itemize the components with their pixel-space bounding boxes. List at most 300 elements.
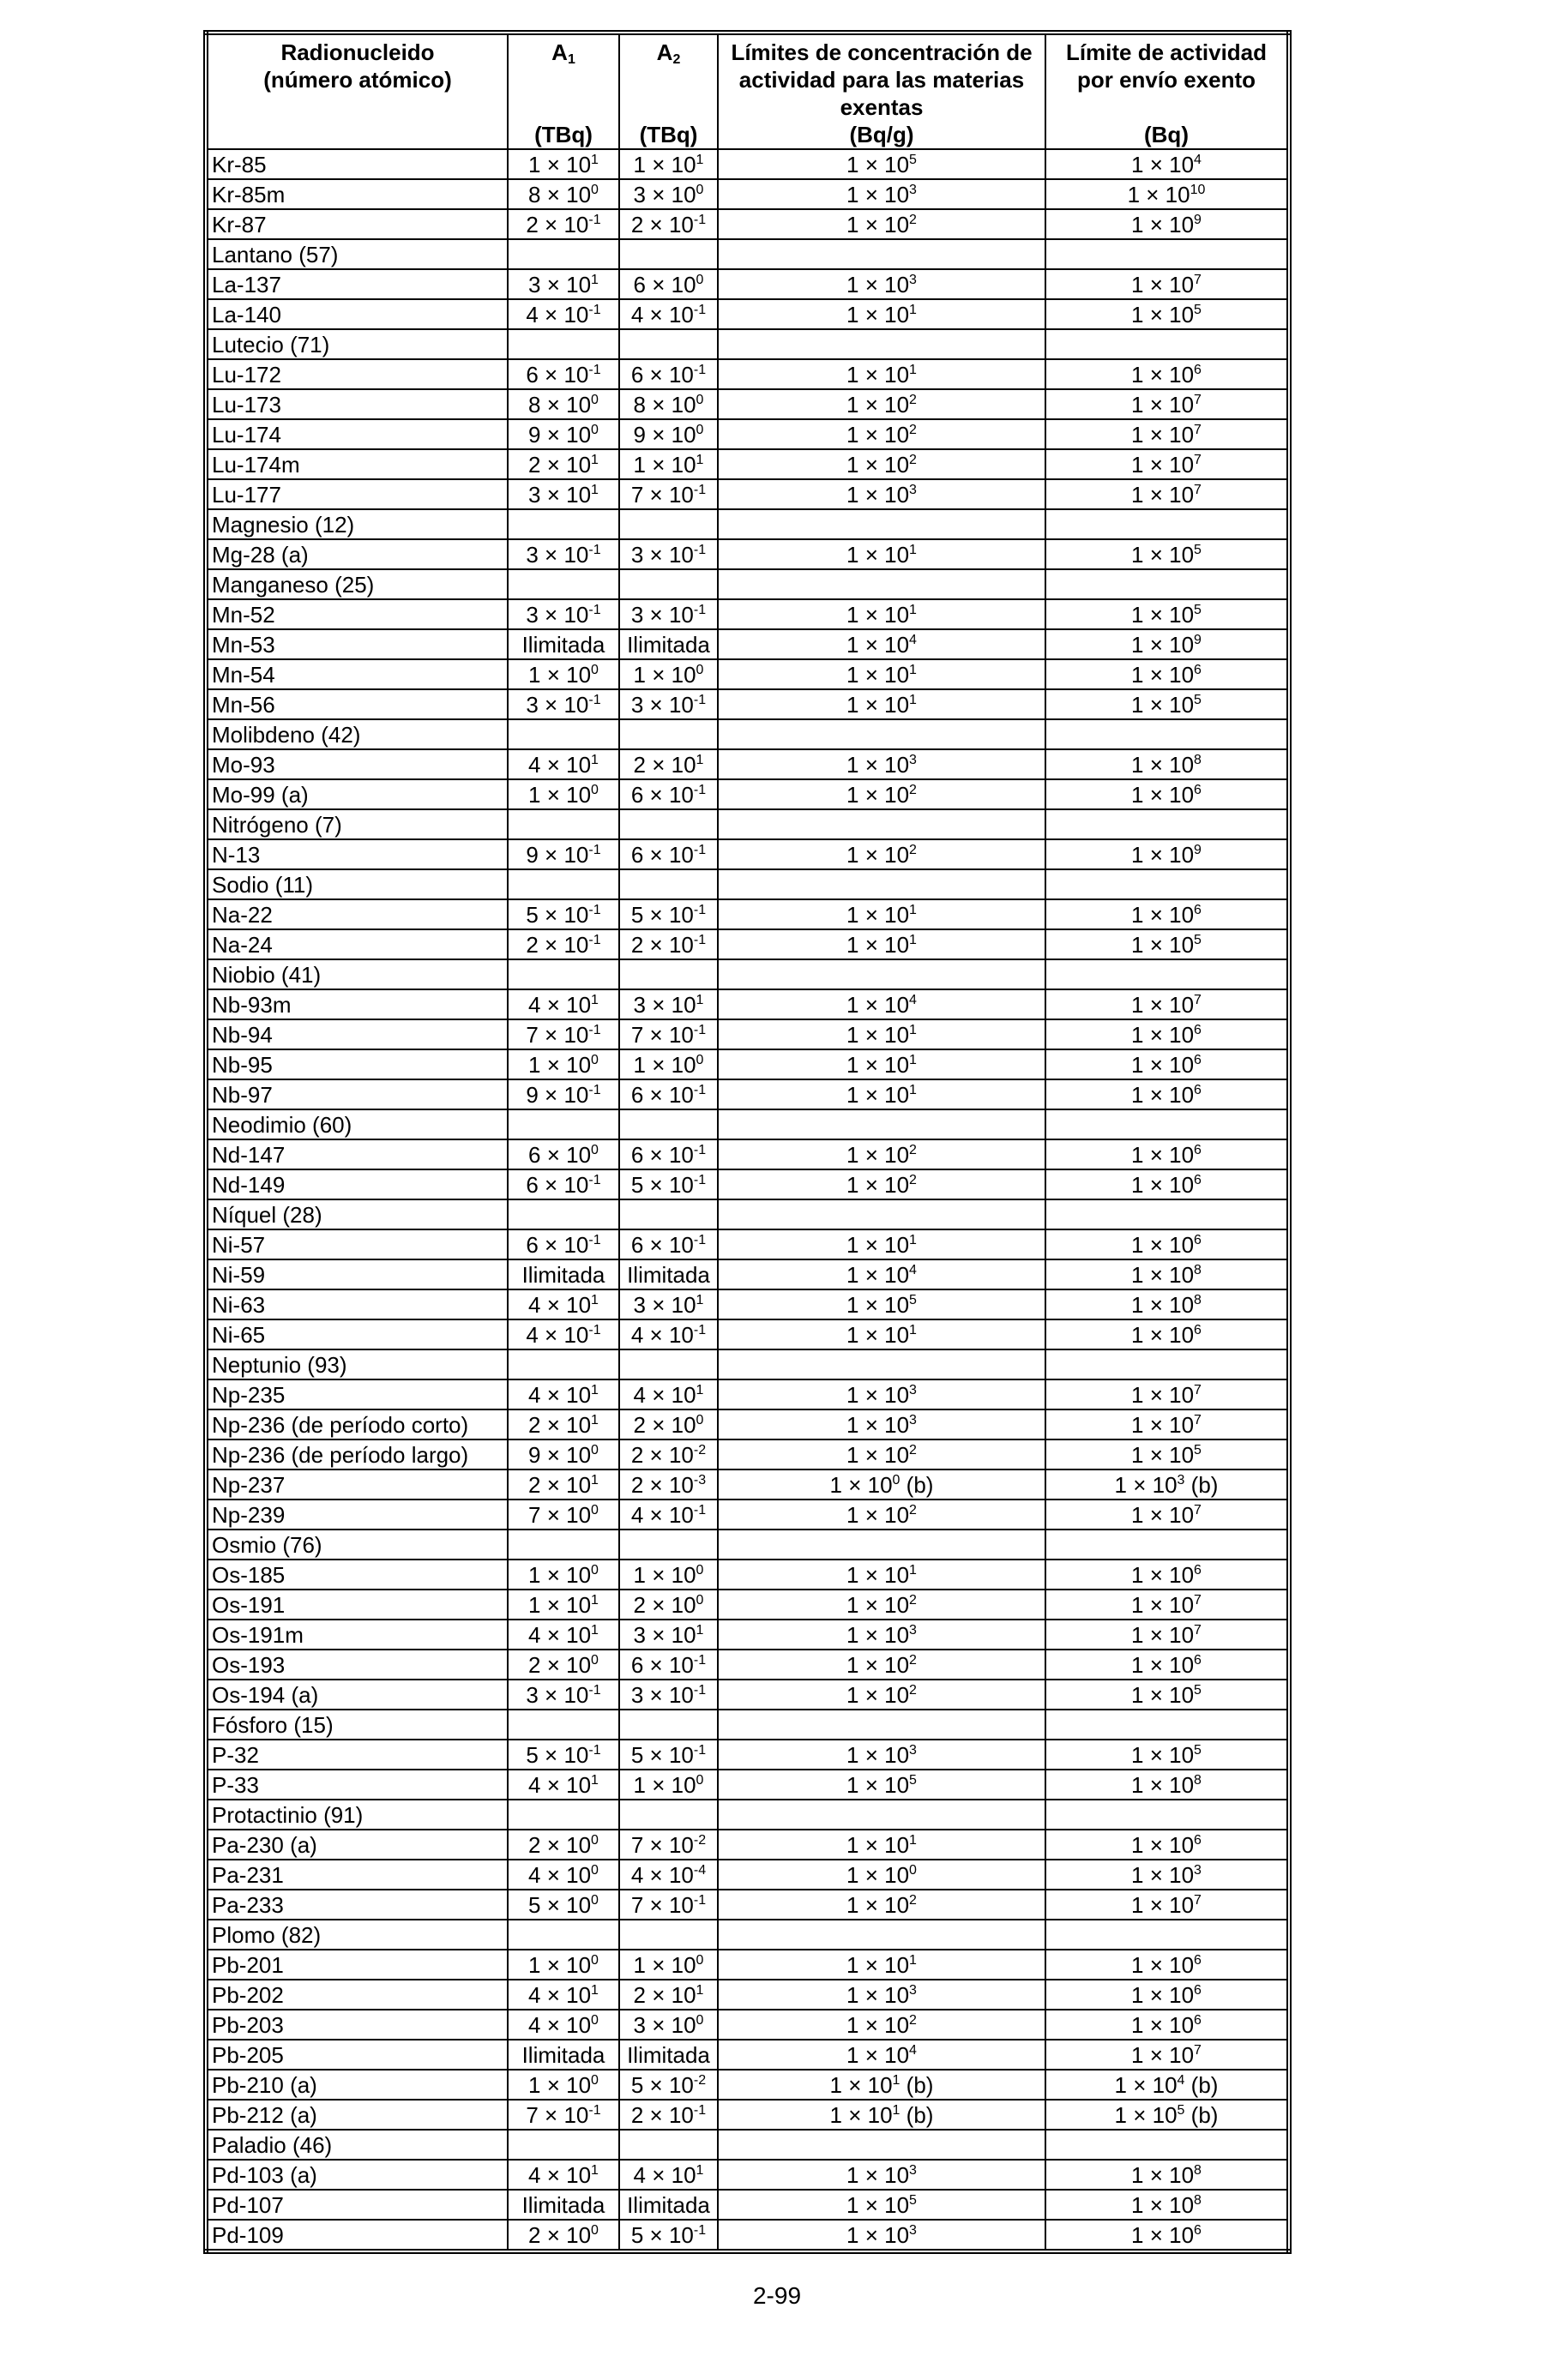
table-row	[206, 269, 1289, 299]
cell-a1	[508, 689, 619, 719]
cell-nuclide	[206, 1650, 508, 1680]
cell-text: Mo-99 (a)	[212, 781, 309, 808]
cell-text: Nd-149	[212, 1171, 286, 1198]
cell-base: 1 × 10	[1114, 2071, 1178, 2098]
cell-exponent: -1	[588, 692, 601, 707]
cell-text: Pb-210 (a)	[212, 2071, 317, 2098]
cell-base: 1 × 10	[1131, 1651, 1195, 1678]
cell-exponent: 6	[1194, 2012, 1202, 2028]
cell-base: 2 × 10	[526, 931, 589, 958]
cell-base: 1 × 10	[1131, 1141, 1195, 1168]
table-row	[206, 1680, 1289, 1710]
table-row	[206, 1169, 1289, 1199]
cell-exponent: -1	[693, 482, 707, 497]
cell-a2	[619, 1289, 718, 1319]
table-row	[206, 1740, 1289, 1770]
cell-a1	[508, 899, 619, 929]
cell-exponent: 1	[591, 992, 599, 1007]
cell-exponent: 1	[909, 662, 917, 677]
cell-a2	[619, 1199, 718, 1229]
cell-text: Manganeso (25)	[212, 571, 375, 598]
cell-a2	[619, 1169, 718, 1199]
cell-text: Lutecio (71)	[212, 331, 330, 358]
cell-text: Ni-57	[212, 1231, 266, 1258]
cell-exponent: -1	[588, 362, 601, 377]
cell-exponent: -1	[588, 2102, 601, 2118]
cell-text: Kr-85	[212, 151, 267, 177]
cell-concentration	[718, 1860, 1045, 1890]
cell-activity	[1045, 209, 1289, 239]
cell-a2	[619, 1740, 718, 1770]
cell-a1	[508, 419, 619, 449]
cell-base: 1 × 10	[829, 2071, 893, 2098]
cell-concentration	[718, 1980, 1045, 2010]
table-row	[206, 1199, 1289, 1229]
cell-activity	[1045, 1169, 1289, 1199]
cell-activity	[1045, 1229, 1289, 1259]
cell-exponent: -1	[693, 2222, 707, 2238]
cell-base: 2 × 10	[633, 751, 696, 778]
table-row	[206, 149, 1289, 179]
cell-exponent: 0	[591, 662, 599, 677]
cell-text: Pb-203	[212, 2011, 284, 2038]
cell-text: Molibdeno (42)	[212, 721, 361, 748]
cell-nuclide	[206, 1920, 508, 1950]
cell-exponent: 9	[1194, 842, 1202, 857]
cell-base: 4 × 10	[528, 1381, 592, 1408]
cell-base: 2 × 10	[630, 1441, 694, 1468]
cell-base: 1 × 10	[846, 451, 910, 478]
cell-exponent: 2	[909, 842, 917, 857]
cell-exponent: 0	[696, 1562, 704, 1578]
cell-exponent: 3	[1177, 1472, 1185, 1488]
cell-a2	[619, 1560, 718, 1590]
cell-a1	[508, 1109, 619, 1139]
cell-nuclide	[206, 929, 508, 959]
cell-exponent: 1	[696, 1292, 704, 1307]
cell-exponent: 7	[1194, 1502, 1202, 1518]
cell-base: 1 × 10	[846, 1891, 910, 1918]
cell-exponent: 1	[696, 1982, 704, 1998]
cell-exponent: 7	[1194, 2042, 1202, 2058]
cell-nuclide	[206, 779, 508, 809]
cell-exponent: 3	[1194, 1862, 1202, 1878]
cell-base: 1 × 10	[846, 1771, 910, 1798]
table-row	[206, 239, 1289, 269]
cell-note: (b)	[1184, 1471, 1219, 1498]
cell-a2	[619, 959, 718, 989]
cell-base: 5 × 10	[630, 901, 694, 928]
cell-activity	[1045, 1289, 1289, 1319]
cell-activity	[1045, 2190, 1289, 2220]
cell-a1	[508, 1830, 619, 1860]
table-row	[206, 1379, 1289, 1409]
cell-exponent: 0	[591, 1052, 599, 1067]
cell-exponent: -1	[588, 542, 601, 557]
cell-nuclide	[206, 1980, 508, 2010]
cell-base: 1 × 10	[846, 1381, 910, 1408]
header-concentration-text: Límites de concentración de actividad para las materias exentas	[731, 39, 1033, 120]
cell-exponent: 0	[909, 1862, 917, 1878]
cell-a2	[619, 1109, 718, 1139]
cell-base: 9 × 10	[633, 421, 696, 448]
cell-base: 3 × 10	[528, 481, 592, 508]
cell-text: Kr-87	[212, 211, 267, 237]
cell-concentration	[718, 239, 1045, 269]
cell-text: Ilimitada	[521, 631, 605, 658]
cell-exponent: 1	[909, 1562, 917, 1578]
table-row	[206, 1349, 1289, 1379]
cell-base: 1 × 10	[846, 781, 910, 808]
cell-activity	[1045, 1199, 1289, 1229]
cell-base: 3 × 10	[526, 601, 589, 628]
table-header-row	[206, 33, 1289, 149]
cell-a1	[508, 509, 619, 539]
table-row	[206, 539, 1289, 569]
cell-exponent: 2	[909, 1892, 917, 1908]
cell-text: Pb-201	[212, 1951, 284, 1978]
cell-activity	[1045, 2130, 1289, 2160]
cell-base: 1 × 10	[528, 1951, 592, 1978]
cell-a2	[619, 359, 718, 389]
cell-text: Fósforo (15)	[212, 1711, 334, 1738]
cell-text: Ilimitada	[521, 2191, 605, 2218]
cell-activity	[1045, 239, 1289, 269]
cell-base: 1 × 10	[1131, 301, 1195, 328]
cell-exponent: 6	[1194, 2222, 1202, 2238]
cell-base: 1 × 10	[846, 541, 910, 568]
cell-base: 4 × 10	[630, 1861, 694, 1888]
cell-exponent: 1	[591, 152, 599, 167]
table-row	[206, 599, 1289, 629]
cell-base: 1 × 10	[846, 1621, 910, 1648]
cell-a1	[508, 1199, 619, 1229]
cell-a1	[508, 1259, 619, 1289]
cell-concentration	[718, 1770, 1045, 1800]
cell-base: 1 × 10	[846, 2191, 910, 2218]
cell-a2	[619, 659, 718, 689]
cell-exponent: 1	[591, 2162, 599, 2178]
table-row	[206, 2190, 1289, 2220]
cell-exponent: 0	[591, 182, 599, 197]
cell-nuclide	[206, 449, 508, 479]
table-row	[206, 1890, 1289, 1920]
cell-text: Ilimitada	[627, 2191, 710, 2218]
cell-activity	[1045, 929, 1289, 959]
cell-exponent: -1	[588, 1232, 601, 1247]
cell-a1	[508, 1860, 619, 1890]
cell-exponent: -1	[588, 602, 601, 617]
cell-a1	[508, 539, 619, 569]
cell-base: 1 × 10	[528, 661, 592, 688]
cell-exponent: 6	[1194, 1022, 1202, 1037]
table-row	[206, 1139, 1289, 1169]
header-a1-unit: (TBq)	[534, 122, 593, 147]
cell-exponent: -1	[693, 1172, 707, 1187]
cell-text: La-137	[212, 271, 281, 298]
cell-base: 1 × 10	[1131, 661, 1195, 688]
cell-exponent: 5	[1194, 932, 1202, 947]
cell-base: 1 × 10	[829, 2101, 893, 2128]
cell-activity	[1045, 1680, 1289, 1710]
cell-exponent: 6	[1194, 782, 1202, 797]
header-concentration-unit: (Bq/g)	[849, 122, 914, 147]
cell-a1	[508, 1620, 619, 1650]
cell-concentration	[718, 1109, 1045, 1139]
cell-a2	[619, 1349, 718, 1379]
cell-base: 4 × 10	[528, 1861, 592, 1888]
cell-a1	[508, 659, 619, 689]
cell-base: 1 × 10	[846, 1441, 910, 1468]
cell-activity	[1045, 749, 1289, 779]
cell-exponent: 1	[591, 1292, 599, 1307]
cell-nuclide	[206, 1229, 508, 1259]
cell-a2	[619, 389, 718, 419]
cell-a2	[619, 1379, 718, 1409]
cell-concentration	[718, 1920, 1045, 1950]
cell-exponent: -1	[588, 1322, 601, 1337]
cell-activity	[1045, 2040, 1289, 2070]
cell-activity	[1045, 1379, 1289, 1409]
cell-base: 7 × 10	[630, 481, 694, 508]
cell-base: 1 × 10	[846, 1321, 910, 1348]
cell-a2	[619, 1920, 718, 1950]
cell-base: 4 × 10	[633, 2161, 696, 2188]
cell-exponent: 1	[909, 542, 917, 557]
cell-exponent: 5	[909, 1292, 917, 1307]
cell-base: 1 × 10	[846, 601, 910, 628]
cell-nuclide	[206, 539, 508, 569]
cell-concentration	[718, 1560, 1045, 1590]
cell-base: 1 × 10	[1131, 1891, 1195, 1918]
cell-a1	[508, 2040, 619, 2070]
cell-exponent: 1	[696, 1382, 704, 1397]
cell-activity	[1045, 1319, 1289, 1349]
cell-activity	[1045, 1139, 1289, 1169]
table-row	[206, 989, 1289, 1019]
table-row	[206, 449, 1289, 479]
cell-activity	[1045, 2220, 1289, 2251]
cell-exponent: 2	[909, 422, 917, 437]
cell-exponent: 7	[1194, 1382, 1202, 1397]
cell-a2	[619, 149, 718, 179]
table-row	[206, 2070, 1289, 2100]
cell-activity	[1045, 1710, 1289, 1740]
cell-exponent: 1	[696, 992, 704, 1007]
cell-a1	[508, 2190, 619, 2220]
cell-text: Nitrógeno (7)	[212, 811, 342, 838]
cell-text: Lu-173	[212, 391, 281, 418]
cell-text: Os-194 (a)	[212, 1681, 319, 1708]
cell-a1	[508, 1409, 619, 1439]
cell-concentration	[718, 1319, 1045, 1349]
cell-base: 1 × 10	[846, 1141, 910, 1168]
cell-text: Niobio (41)	[212, 961, 322, 988]
cell-exponent: 8	[1194, 1772, 1202, 1788]
cell-concentration	[718, 1349, 1045, 1379]
cell-base: 1 × 10	[846, 631, 910, 658]
cell-exponent: 6	[1194, 1832, 1202, 1848]
table-row	[206, 1409, 1289, 1439]
table-body	[206, 149, 1289, 2251]
cell-base: 1 × 10	[846, 151, 910, 177]
cell-text: Magnesio (12)	[212, 511, 355, 538]
cell-exponent: 2	[909, 1502, 917, 1518]
cell-concentration	[718, 1229, 1045, 1259]
cell-text: Pd-109	[212, 2221, 284, 2248]
cell-activity	[1045, 329, 1289, 359]
cell-base: 1 × 10	[1131, 2221, 1195, 2248]
table-row	[206, 389, 1289, 419]
cell-exponent: 7	[1194, 272, 1202, 287]
cell-concentration	[718, 1530, 1045, 1560]
cell-a1	[508, 1740, 619, 1770]
cell-a2	[619, 869, 718, 899]
cell-concentration	[718, 1169, 1045, 1199]
cell-exponent: 1	[909, 1832, 917, 1848]
cell-nuclide	[206, 299, 508, 329]
cell-base: 1 × 10	[846, 1831, 910, 1858]
table-row	[206, 1079, 1289, 1109]
cell-concentration	[718, 659, 1045, 689]
cell-a1	[508, 1349, 619, 1379]
cell-text: Pa-230 (a)	[212, 1831, 317, 1858]
cell-base: 1 × 10	[846, 1171, 910, 1198]
cell-base: 1 × 10	[846, 1651, 910, 1678]
cell-exponent: -1	[588, 1022, 601, 1037]
cell-a1	[508, 1079, 619, 1109]
cell-text: Ni-63	[212, 1291, 266, 1318]
cell-a2	[619, 2040, 718, 2070]
cell-a2	[619, 1409, 718, 1439]
cell-base: 6 × 10	[630, 1651, 694, 1678]
cell-a1	[508, 1289, 619, 1319]
cell-a1	[508, 269, 619, 299]
cell-base: 1 × 10	[1131, 1741, 1195, 1768]
cell-concentration	[718, 1199, 1045, 1229]
cell-nuclide	[206, 599, 508, 629]
cell-exponent: -1	[693, 1082, 707, 1097]
cell-activity	[1045, 1019, 1289, 1049]
cell-activity	[1045, 989, 1289, 1019]
cell-exponent: 6	[1194, 1172, 1202, 1187]
cell-exponent: -1	[693, 602, 707, 617]
cell-base: 3 × 10	[630, 1681, 694, 1708]
cell-nuclide	[206, 659, 508, 689]
cell-base: 1 × 10	[846, 1411, 910, 1438]
cell-base: 1 × 10	[846, 1951, 910, 1978]
cell-exponent: -4	[693, 1862, 707, 1878]
cell-nuclide	[206, 1319, 508, 1349]
cell-base: 7 × 10	[630, 1831, 694, 1858]
cell-base: 3 × 10	[630, 691, 694, 718]
cell-exponent: 0	[696, 272, 704, 287]
cell-nuclide	[206, 1890, 508, 1920]
cell-exponent: 1	[696, 152, 704, 167]
cell-base: 1 × 10	[829, 1471, 893, 1498]
cell-exponent: 5	[1194, 1442, 1202, 1457]
cell-a1	[508, 839, 619, 869]
cell-exponent: 1	[591, 1772, 599, 1788]
cell-nuclide	[206, 749, 508, 779]
cell-base: 6 × 10	[526, 361, 589, 388]
cell-text: Ilimitada	[521, 1261, 605, 1288]
cell-a2	[619, 809, 718, 839]
cell-a1	[508, 329, 619, 359]
cell-a1	[508, 809, 619, 839]
cell-text: Ilimitada	[521, 2041, 605, 2068]
cell-text: P-32	[212, 1741, 259, 1768]
cell-concentration	[718, 1800, 1045, 1830]
cell-exponent: 2	[909, 1592, 917, 1608]
cell-exponent: -1	[588, 302, 601, 317]
cell-base: 1 × 10	[528, 1591, 592, 1618]
cell-activity	[1045, 359, 1289, 389]
cell-base: 1 × 10	[846, 391, 910, 418]
cell-text: Paladio (46)	[212, 2131, 333, 2158]
cell-concentration	[718, 1650, 1045, 1680]
cell-activity	[1045, 1860, 1289, 1890]
cell-concentration	[718, 719, 1045, 749]
cell-text: Os-185	[212, 1561, 286, 1588]
cell-nuclide	[206, 1830, 508, 1860]
cell-base: 1 × 10	[1131, 1291, 1195, 1318]
table-row	[206, 1590, 1289, 1620]
cell-a2	[619, 929, 718, 959]
cell-base: 6 × 10	[630, 841, 694, 868]
radionuclide-table	[203, 30, 1292, 2254]
cell-a1	[508, 239, 619, 269]
cell-exponent: 7	[1194, 1592, 1202, 1608]
header-a2	[619, 33, 718, 149]
cell-exponent: -1	[588, 212, 601, 227]
cell-a2	[619, 2220, 718, 2251]
table-row	[206, 629, 1289, 659]
cell-a2	[619, 509, 718, 539]
cell-exponent: 1	[909, 1022, 917, 1037]
cell-text: Pb-205	[212, 2041, 284, 2068]
cell-base: 2 × 10	[528, 1471, 592, 1498]
cell-a1	[508, 2100, 619, 2130]
cell-base: 4 × 10	[528, 2161, 592, 2188]
cell-exponent: 8	[1194, 2162, 1202, 2178]
cell-base: 1 × 10	[1131, 601, 1195, 628]
cell-nuclide	[206, 1530, 508, 1560]
cell-base: 4 × 10	[528, 1771, 592, 1798]
cell-activity	[1045, 389, 1289, 419]
cell-activity	[1045, 809, 1289, 839]
cell-exponent: 0	[591, 1892, 599, 1908]
cell-exponent: 2	[909, 1172, 917, 1187]
cell-a2	[619, 689, 718, 719]
cell-base: 1 × 10	[846, 661, 910, 688]
cell-base: 1 × 10	[633, 151, 696, 177]
cell-base: 6 × 10	[528, 1141, 592, 1168]
cell-nuclide	[206, 1710, 508, 1740]
cell-exponent: -1	[693, 1502, 707, 1518]
cell-exponent: 5	[909, 1772, 917, 1788]
cell-concentration	[718, 1139, 1045, 1169]
cell-activity	[1045, 1500, 1289, 1530]
cell-a2	[619, 1229, 718, 1259]
cell-a1	[508, 1680, 619, 1710]
cell-base: 9 × 10	[528, 421, 592, 448]
table-row	[206, 329, 1289, 359]
cell-exponent: 3	[909, 1382, 917, 1397]
cell-nuclide	[206, 1259, 508, 1289]
cell-a1	[508, 1319, 619, 1349]
cell-exponent: 8	[1194, 752, 1202, 767]
